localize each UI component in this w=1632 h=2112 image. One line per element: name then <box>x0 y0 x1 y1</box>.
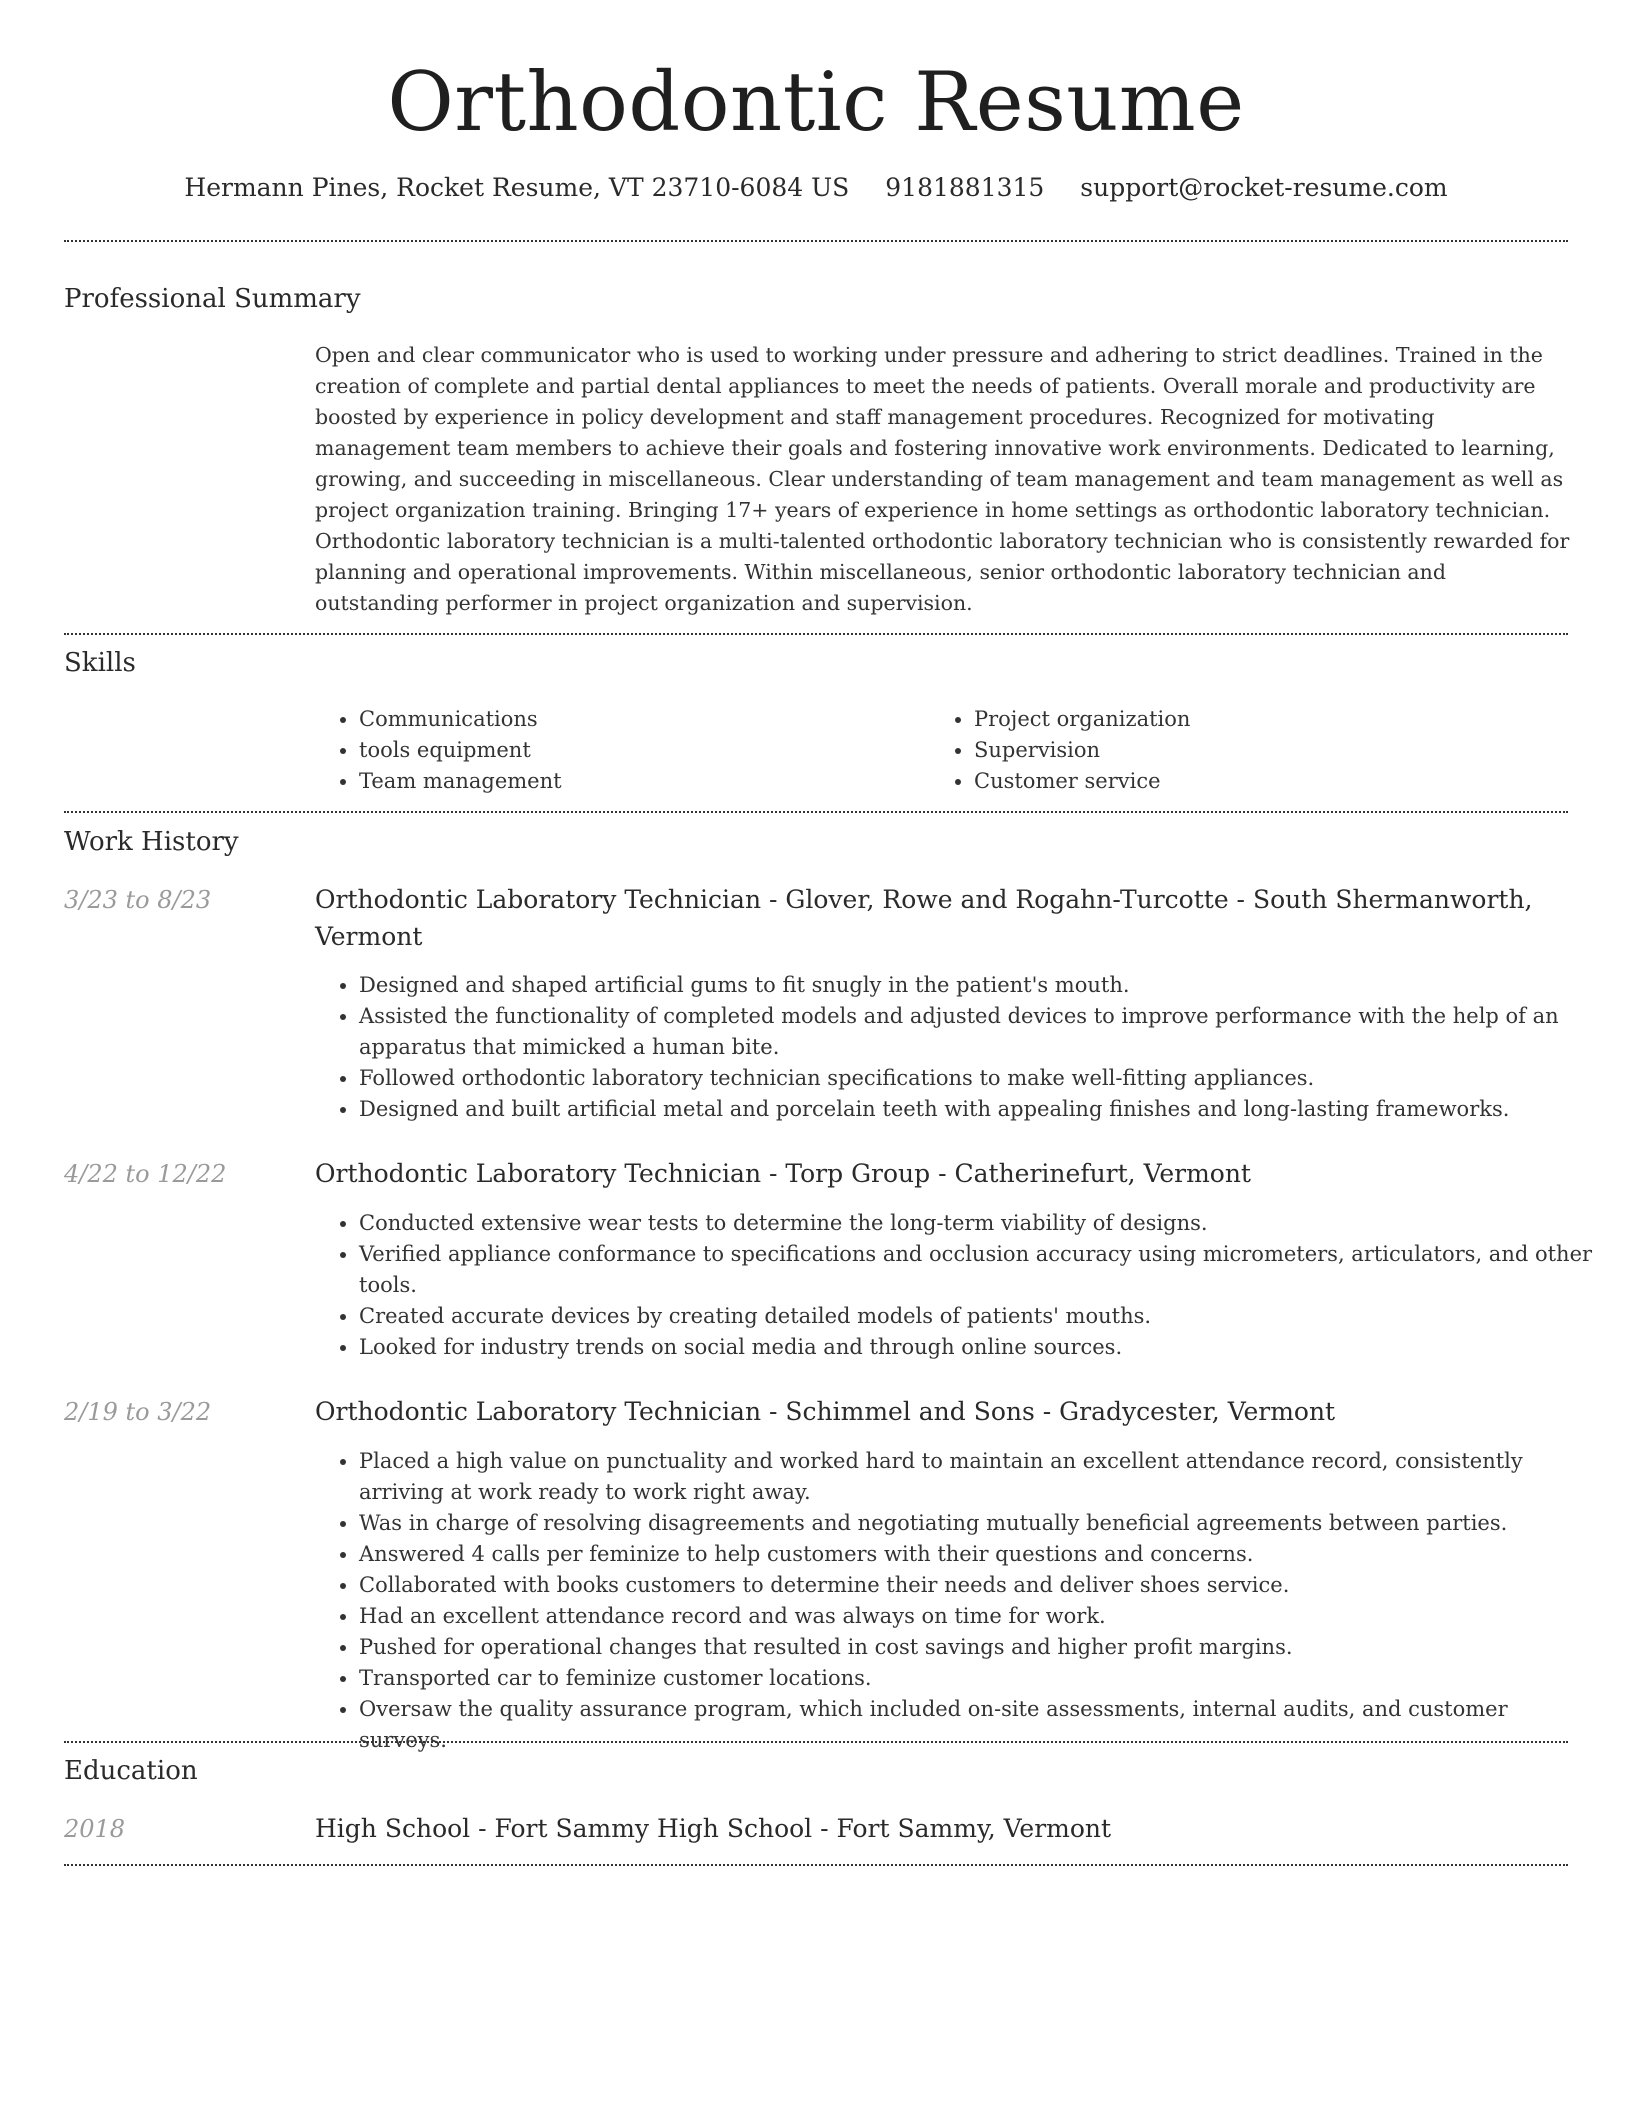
job-bullet: • Assisted the functionality of completed models and adjusted devices to improve performance with the help of an apparatus that mimicked a human bite. <box>359 1001 1599 1063</box>
section-heading-education: Education <box>64 1756 198 1786</box>
contact-email: support@rocket-resume.com <box>1080 173 1448 202</box>
job-bullet: • Pushed for operational changes that resulted in cost savings and higher profit margins. <box>359 1632 1599 1663</box>
job-title: Orthodontic Laboratory Technician - Glover, Rowe and Rogahn-Turcotte - South Shermanworth, Vermont <box>315 885 1533 951</box>
job-bullet: • Created accurate devices by creating detailed models of patients' mouths. <box>359 1301 1599 1332</box>
job-bullet: • Designed and shaped artificial gums to fit snugly in the patient's mouth. <box>359 970 1599 1001</box>
job-bullet: • Collaborated with books customers to determine their needs and deliver shoes service. <box>359 1570 1599 1601</box>
job-title: Orthodontic Laboratory Technician - Schimmel and Sons - Gradycester, Vermont <box>315 1397 1336 1426</box>
job-bullet: • Looked for industry trends on social media and through online sources. <box>359 1332 1599 1363</box>
job-bullet: • Followed orthodontic laboratory technician specifications to make well-fitting appliances. <box>359 1063 1599 1094</box>
skill-item: • Project organization <box>974 704 1190 735</box>
divider <box>64 811 1568 813</box>
contact-phone: 9181881315 <box>885 173 1045 202</box>
job-title: Orthodontic Laboratory Technician - Torp Group - Catherinefurt, Vermont <box>315 1159 1251 1188</box>
contact-line <box>0 170 1632 206</box>
job-bullet: • Designed and built artificial metal and porcelain teeth with appealing finishes and long-lasting frameworks. <box>359 1094 1599 1125</box>
job-bullet: • Placed a high value on punctuality and worked hard to maintain an excellent attendance record, consistently arriving at work ready to work right away. <box>359 1446 1599 1508</box>
job-bullets <box>315 970 1599 1125</box>
divider <box>64 633 1568 635</box>
contact-address: Hermann Pines, Rocket Resume, VT 23710-6084 US <box>184 173 850 202</box>
skill-item: • Customer service <box>974 766 1190 797</box>
job-bullet: • Was in charge of resolving disagreements and negotiating mutually beneficial agreements between parties. <box>359 1508 1599 1539</box>
skill-item: • Communications <box>359 704 562 735</box>
summary-text: Open and clear communicator who is used to working under pressure and adhering to strict deadlines. Trained in the creation of complete and partial dental appliances to meet the needs of patients. Overall morale and productivity are boosted by experience in policy development and staff management procedures. Recognized for motivating management team members to achieve their goals and fostering innovative work environments. Dedicated to learning, growing, and succeeding in miscellaneous. Clear understanding of team management and team management as well as project organization training. Bringing 17+ years of experience in home settings as orthodontic laboratory technician. Orthodontic laboratory technician is a multi-talented orthodontic laboratory technician who is consistently rewarded for planning and operational improvements. Within miscellaneous, senior orthodontic laboratory technician and outstanding performer in project organization and supervision. <box>315 343 1570 615</box>
job-bullet: • Oversaw the quality assurance program, which included on-site assessments, internal audits, and customer surveys. <box>359 1694 1599 1756</box>
job-bullet: • Transported car to feminize customer locations. <box>359 1663 1599 1694</box>
section-heading-summary: Professional Summary <box>64 284 361 314</box>
job-date: 2/19 to 3/22 <box>64 1398 212 1426</box>
page-title: Orthodontic Resume <box>387 56 1245 150</box>
skills-list-right <box>930 704 1190 797</box>
job-date: 4/22 to 12/22 <box>64 1160 227 1188</box>
education-title: High School - Fort Sammy High School - Fort Sammy, Vermont <box>315 1814 1112 1843</box>
divider <box>64 1864 1568 1866</box>
job-bullet: • Verified appliance conformance to specifications and occlusion accuracy using micrometers, articulators, and other tools. <box>359 1239 1599 1301</box>
education-date: 2018 <box>64 1815 126 1843</box>
section-heading-skills: Skills <box>64 648 136 678</box>
divider <box>64 240 1568 242</box>
skill-item: • Team management <box>359 766 562 797</box>
skill-item: • tools equipment <box>359 735 562 766</box>
skills-list-left <box>315 704 562 797</box>
divider <box>64 1741 1568 1743</box>
job-bullets <box>315 1208 1599 1363</box>
job-date: 3/23 to 8/23 <box>64 886 212 914</box>
job-bullet: • Had an excellent attendance record and was always on time for work. <box>359 1601 1599 1632</box>
job-bullet: • Conducted extensive wear tests to determine the long-term viability of designs. <box>359 1208 1599 1239</box>
skill-item: • Supervision <box>974 735 1190 766</box>
job-bullet: • Answered 4 calls per feminize to help customers with their questions and concerns. <box>359 1539 1599 1570</box>
job-bullets <box>315 1446 1599 1756</box>
section-heading-work: Work History <box>64 827 239 857</box>
